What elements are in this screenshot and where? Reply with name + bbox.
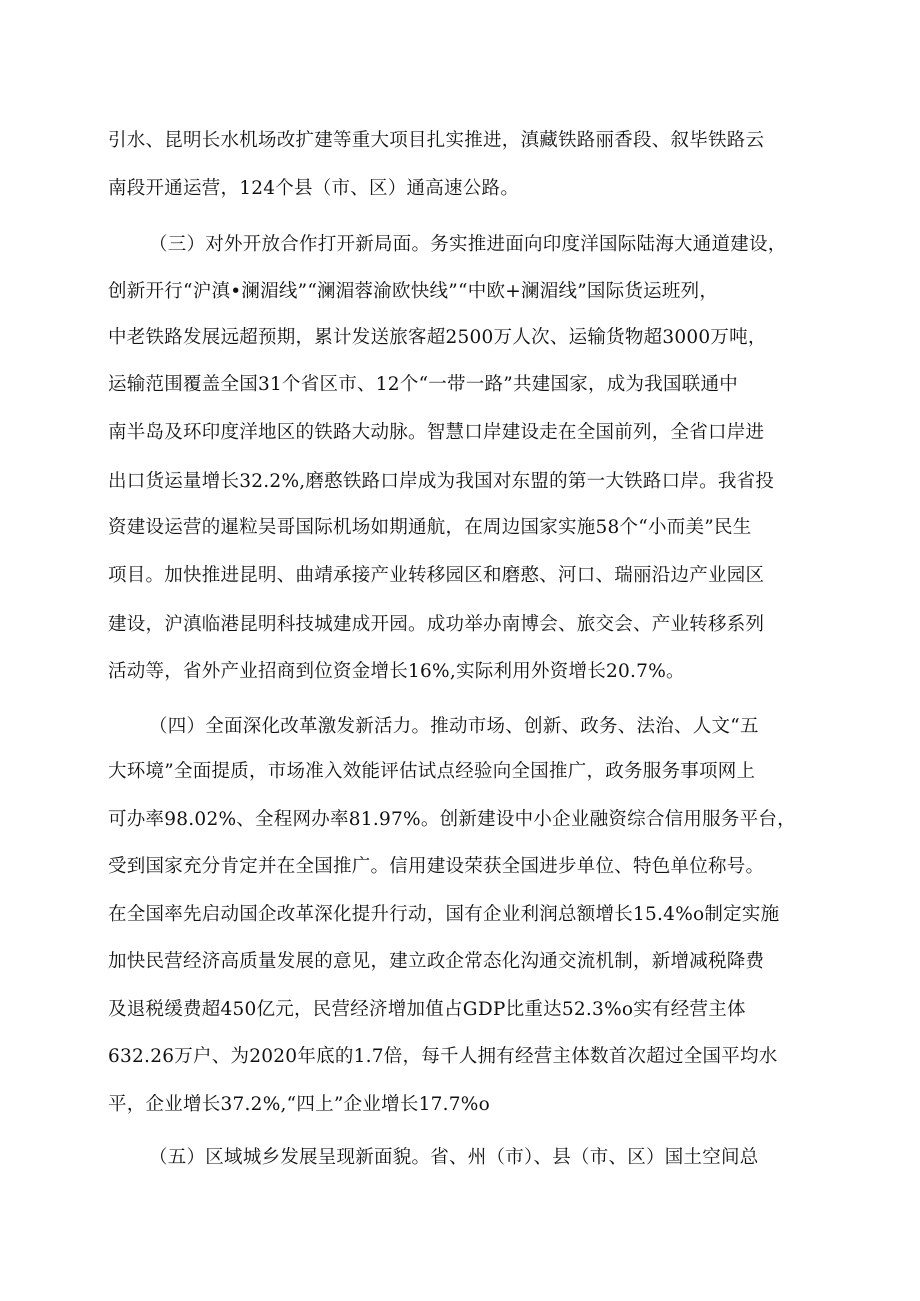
text-line: 632.26万户、为2020年底的1.7倍，每千人拥有经营主体数首次超过全国平均水 [108,1046,778,1067]
text-line: 出口货运量增长32.2%,磨憨铁路口岸成为我国对东盟的第一大铁路口岸。我省投 [108,471,775,492]
text-line: 平，企业增长37.2%,“四上”企业增长17.7%o [108,1094,490,1115]
text-line: 南半岛及环印度洋地区的铁路大动脉。智慧口岸建设走在全国前列，全省口岸进 [108,422,765,443]
text-line: 加快民营经济高质量发展的意见，建立政企常态化沟通交流机制，新增减税降费 [108,951,765,972]
text-line: 活动等，省外产业招商到位资金增长16%,实际利用外资增长20.7%。 [108,661,685,682]
text-line: 及退税缓费超450亿元，民营经济增加值占GDP比重达52.3%o实有经营主体 [108,999,746,1020]
text-line: 引水、昆明长水机场改扩建等重大项目扎实推进，滇藏铁路丽香段、叙毕铁路云 [108,130,765,151]
text-line: 资建设运营的暹粒吴哥国际机场如期通航，在周边国家实施58个“小而美”民生 [108,517,752,538]
text-line: 可办率98.02%、全程网办率81.97%。创新建设中小企业融资综合信用服务平台， [108,809,796,830]
text-line: 项目。加快推进昆明、曲靖承接产业转移园区和磨憨、河口、瑞丽沿边产业园区 [108,565,765,586]
text-line: 在全国率先启动国企改革深化提升行动，国有企业利润总额增长15.4%o制定实施 [108,904,780,925]
text-line: 受到国家充分肯定并在全国推广。信用建设荣获全国进步单位、特色单位称号。 [108,856,765,877]
text-line: 建设，沪滇临港昆明科技城建成开园。成功举办南博会、旅交会、产业转移系列 [108,614,765,635]
section-heading-line: （五）区域城乡发展呈现新面貌。省、州（市）、县（市、区）国土空间总 [149,1147,759,1168]
text-line: 南段开通运营，124个县（市、区）通高速公路。 [108,178,520,199]
text-line: 中老铁路发展远超预期，累计发送旅客超2500万人次、运输货物超3000万吨， [108,327,767,348]
section-heading-line: （三）对外开放合作打开新局面。务实推进面向印度洋国际陆海大通道建设， [149,234,787,255]
text-line: 创新开行“沪滇•澜湄线”“澜湄蓉渝欧快线”“中欧+澜湄线”国际货运班列， [108,281,719,302]
text-line: 大环境”全面提质，市场准入效能评估试点经验向全国推广，政务服务事项网上 [108,761,756,782]
text-line: 运输范围覆盖全国31个省区市、12个“一带一路”共建国家，成为我国联通中 [108,374,738,395]
section-heading-line: （四）全面深化改革激发新活力。推动市场、创新、政务、法治、人文“五 [149,716,759,737]
